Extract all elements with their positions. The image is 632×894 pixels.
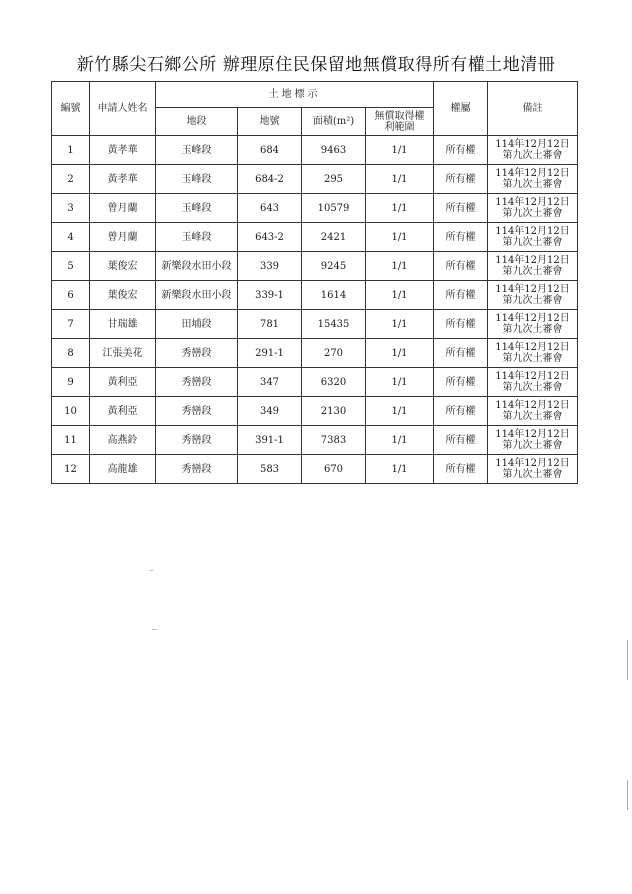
cell-area: 1614 — [302, 281, 366, 310]
cell-section: 新樂段水田小段 — [156, 281, 238, 310]
cell-applicant: 高燕鈴 — [90, 426, 156, 455]
table-row — [52, 281, 578, 310]
remarks-date: 114年12月12日 — [495, 400, 570, 411]
cell-applicant: 葉俊宏 — [90, 281, 156, 310]
remarks-date: 114年12月12日 — [495, 139, 570, 150]
remarks-meeting: 第九次土審會 — [502, 324, 563, 335]
scan-speck — [152, 629, 157, 630]
remarks-date: 114年12月12日 — [495, 371, 570, 382]
cell-number: 9 — [52, 368, 90, 397]
cell-remarks — [488, 455, 578, 484]
cell-number: 10 — [52, 397, 90, 426]
cell-applicant: 曾月蘭 — [90, 194, 156, 223]
cell-scope: 1/1 — [366, 165, 434, 194]
cell-applicant: 黃孝華 — [90, 165, 156, 194]
scan-edge-mark — [627, 780, 628, 810]
cell-section: 玉峰段 — [156, 136, 238, 165]
cell-remarks — [488, 194, 578, 223]
cell-right-type: 所有權 — [434, 252, 488, 281]
cell-area: 7383 — [302, 426, 366, 455]
remarks-meeting: 第九次土審會 — [502, 469, 563, 480]
cell-scope: 1/1 — [366, 136, 434, 165]
cell-number: 4 — [52, 223, 90, 252]
cell-remarks — [488, 165, 578, 194]
cell-lot: 643 — [238, 194, 302, 223]
header-right-type: 權屬 — [434, 82, 488, 136]
header-number: 編號 — [52, 82, 90, 136]
cell-scope: 1/1 — [366, 281, 434, 310]
cell-right-type: 所有權 — [434, 455, 488, 484]
remarks-date: 114年12月12日 — [495, 226, 570, 237]
cell-section: 秀巒段 — [156, 426, 238, 455]
cell-section: 秀巒段 — [156, 455, 238, 484]
table-row — [52, 397, 578, 426]
cell-remarks — [488, 281, 578, 310]
cell-lot: 781 — [238, 310, 302, 339]
cell-section: 秀巒段 — [156, 397, 238, 426]
remarks-meeting: 第九次土審會 — [502, 237, 563, 248]
table-row — [52, 136, 578, 165]
cell-area: 270 — [302, 339, 366, 368]
header-section: 地段 — [156, 108, 238, 136]
remarks-date: 114年12月12日 — [495, 458, 570, 469]
cell-applicant: 葉俊宏 — [90, 252, 156, 281]
cell-scope: 1/1 — [366, 310, 434, 339]
cell-scope: 1/1 — [366, 455, 434, 484]
table-body — [52, 136, 578, 484]
remarks-meeting: 第九次土審會 — [502, 411, 563, 422]
header-lot: 地號 — [238, 108, 302, 136]
table-row — [52, 310, 578, 339]
cell-applicant: 江張美花 — [90, 339, 156, 368]
cell-section: 玉峰段 — [156, 194, 238, 223]
cell-lot: 583 — [238, 455, 302, 484]
cell-number: 7 — [52, 310, 90, 339]
remarks-meeting: 第九次土審會 — [502, 266, 563, 277]
cell-applicant: 黃利亞 — [90, 397, 156, 426]
cell-scope: 1/1 — [366, 397, 434, 426]
remarks-date: 114年12月12日 — [495, 313, 570, 324]
cell-lot: 339 — [238, 252, 302, 281]
cell-scope: 1/1 — [366, 339, 434, 368]
cell-right-type: 所有權 — [434, 136, 488, 165]
cell-section: 玉峰段 — [156, 165, 238, 194]
cell-number: 8 — [52, 339, 90, 368]
cell-lot: 291-1 — [238, 339, 302, 368]
cell-remarks — [488, 397, 578, 426]
cell-lot: 643-2 — [238, 223, 302, 252]
remarks-meeting: 第九次土審會 — [502, 179, 563, 190]
table-row — [52, 339, 578, 368]
table-row — [52, 165, 578, 194]
remarks-meeting: 第九次土審會 — [502, 440, 563, 451]
table-row — [52, 252, 578, 281]
cell-number: 2 — [52, 165, 90, 194]
table-row — [52, 368, 578, 397]
cell-section: 秀巒段 — [156, 339, 238, 368]
cell-area: 2130 — [302, 397, 366, 426]
table-header — [52, 82, 578, 136]
cell-remarks — [488, 223, 578, 252]
cell-right-type: 所有權 — [434, 368, 488, 397]
cell-right-type: 所有權 — [434, 194, 488, 223]
cell-right-type: 所有權 — [434, 310, 488, 339]
cell-right-type: 所有權 — [434, 397, 488, 426]
scan-speck — [150, 570, 153, 571]
remarks-meeting: 第九次土審會 — [502, 295, 563, 306]
header-remarks: 備註 — [488, 82, 578, 136]
scan-edge-mark — [627, 640, 628, 680]
cell-section: 田埔段 — [156, 310, 238, 339]
cell-scope: 1/1 — [366, 252, 434, 281]
header-area: 面積(m²) — [302, 108, 366, 136]
cell-scope: 1/1 — [366, 368, 434, 397]
cell-section: 新樂段水田小段 — [156, 252, 238, 281]
cell-remarks — [488, 310, 578, 339]
cell-right-type: 所有權 — [434, 426, 488, 455]
header-scope — [366, 108, 434, 136]
cell-right-type: 所有權 — [434, 281, 488, 310]
table-row — [52, 223, 578, 252]
table-row — [52, 455, 578, 484]
cell-remarks — [488, 252, 578, 281]
cell-area: 10579 — [302, 194, 366, 223]
remarks-date: 114年12月12日 — [495, 429, 570, 440]
table-row — [52, 426, 578, 455]
cell-lot: 339-1 — [238, 281, 302, 310]
cell-number: 3 — [52, 194, 90, 223]
cell-lot: 684 — [238, 136, 302, 165]
cell-applicant: 高龍雄 — [90, 455, 156, 484]
cell-applicant: 曾月蘭 — [90, 223, 156, 252]
header-scope-line1: 無償取得權 — [374, 110, 425, 122]
cell-lot: 347 — [238, 368, 302, 397]
cell-applicant: 黃利亞 — [90, 368, 156, 397]
cell-number: 1 — [52, 136, 90, 165]
cell-right-type: 所有權 — [434, 339, 488, 368]
table-row — [52, 194, 578, 223]
cell-remarks — [488, 368, 578, 397]
remarks-date: 114年12月12日 — [495, 197, 570, 208]
header-scope-line2: 利範圍 — [384, 121, 415, 133]
cell-number: 5 — [52, 252, 90, 281]
cell-lot: 349 — [238, 397, 302, 426]
remarks-date: 114年12月12日 — [495, 284, 570, 295]
cell-area: 15435 — [302, 310, 366, 339]
cell-remarks — [488, 136, 578, 165]
cell-remarks — [488, 426, 578, 455]
cell-section: 秀巒段 — [156, 368, 238, 397]
remarks-meeting: 第九次土審會 — [502, 382, 563, 393]
remarks-meeting: 第九次土審會 — [502, 353, 563, 364]
cell-remarks — [488, 339, 578, 368]
remarks-date: 114年12月12日 — [495, 255, 570, 266]
land-ledger-table — [51, 81, 578, 484]
header-applicant: 申請人姓名 — [90, 82, 156, 136]
cell-area: 9245 — [302, 252, 366, 281]
cell-area: 9463 — [302, 136, 366, 165]
cell-scope: 1/1 — [366, 426, 434, 455]
cell-area: 670 — [302, 455, 366, 484]
cell-area: 295 — [302, 165, 366, 194]
cell-number: 12 — [52, 455, 90, 484]
cell-applicant: 黃孝華 — [90, 136, 156, 165]
header-land-group: 土地標示 — [156, 82, 434, 108]
cell-right-type: 所有權 — [434, 165, 488, 194]
cell-applicant: 甘瑞雄 — [90, 310, 156, 339]
cell-scope: 1/1 — [366, 223, 434, 252]
cell-right-type: 所有權 — [434, 223, 488, 252]
cell-area: 6320 — [302, 368, 366, 397]
cell-lot: 391-1 — [238, 426, 302, 455]
cell-lot: 684-2 — [238, 165, 302, 194]
remarks-date: 114年12月12日 — [495, 342, 570, 353]
remarks-meeting: 第九次土審會 — [502, 208, 563, 219]
cell-scope: 1/1 — [366, 194, 434, 223]
cell-area: 2421 — [302, 223, 366, 252]
remarks-meeting: 第九次土審會 — [502, 150, 563, 161]
document-title: 新竹縣尖石鄉公所 辦理原住民保留地無償取得所有權土地清冊 — [76, 55, 556, 75]
remarks-date: 114年12月12日 — [495, 168, 570, 179]
cell-number: 11 — [52, 426, 90, 455]
cell-section: 玉峰段 — [156, 223, 238, 252]
cell-number: 6 — [52, 281, 90, 310]
